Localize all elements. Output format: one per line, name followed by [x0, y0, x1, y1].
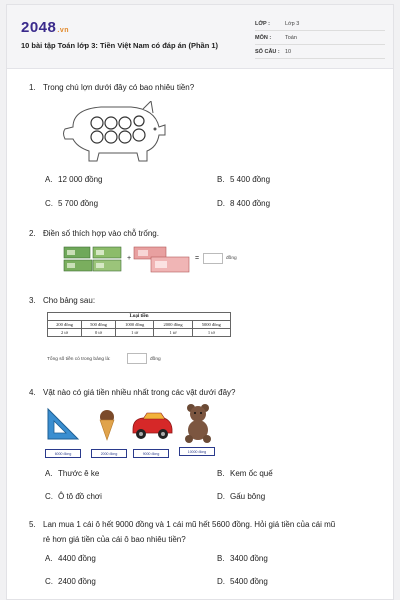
question-number: 3.: [29, 296, 36, 305]
option-text: 5 400 đồng: [230, 175, 271, 184]
option-letter: B.: [217, 469, 225, 478]
option-a[interactable]: [45, 175, 103, 184]
toy-car-image: [129, 409, 175, 441]
option-letter: C.: [45, 492, 53, 501]
question-text-line2: rẻ hơn giá tiền của cái ô bao nhiêu tiền?: [43, 535, 186, 544]
option-letter: B.: [217, 175, 225, 184]
option-d[interactable]: [217, 577, 268, 586]
teddy-bear-image: [183, 403, 213, 443]
option-text: 5400 đồng: [230, 577, 268, 586]
option-letter: A.: [45, 469, 53, 478]
option-b[interactable]: [217, 554, 268, 563]
meta-table: [255, 17, 385, 59]
meta-value: Lớp 3: [285, 20, 300, 27]
meta-value: 10: [285, 48, 292, 55]
table-row: [48, 321, 231, 329]
price-tag: 2000 đồng: [91, 449, 127, 458]
question-text: Trong chú lợn dưới đây có bao nhiêu tiền?: [43, 83, 195, 92]
meta-label: LỚP :: [255, 20, 270, 27]
option-text: 2400 đồng: [58, 577, 96, 586]
table-cell: 2000 đồng: [154, 321, 192, 329]
option-text: 8 400 đồng: [230, 199, 271, 208]
option-c[interactable]: [45, 492, 102, 501]
option-a[interactable]: [45, 554, 96, 563]
table-row: [48, 329, 231, 337]
question-text: Cho bảng sau:: [43, 296, 96, 305]
option-letter: A.: [45, 175, 53, 184]
option-d[interactable]: [217, 199, 270, 208]
question-number: 1.: [29, 83, 36, 92]
page-title: 10 bài tập Toán lớp 3: Tiền Việt Nam có đáp án (Phần 1): [21, 41, 219, 50]
option-text: 12 000 đồng: [58, 175, 103, 184]
equals-sign: =: [195, 255, 200, 262]
option-c[interactable]: [45, 199, 98, 208]
fill-label: Tổng số tiền có trong bảng là:: [47, 357, 111, 362]
plus-sign: +: [127, 255, 132, 262]
option-c[interactable]: [45, 577, 96, 586]
table-cell: 1000 đồng: [116, 321, 154, 329]
price-tag: 9000 đồng: [133, 449, 169, 458]
meta-label: MÔN :: [255, 34, 272, 41]
option-letter: C.: [45, 199, 53, 208]
option-letter: D.: [217, 577, 225, 586]
option-b[interactable]: [217, 175, 270, 184]
table-cell: 1 tờ: [116, 329, 154, 337]
table-cell: 1 tờ: [192, 329, 230, 337]
question-3: [29, 296, 95, 305]
question-number: 2.: [29, 229, 36, 238]
table-cell: 0 tờ: [82, 329, 116, 337]
banknote-group-red: [133, 245, 191, 275]
meta-value: Toán: [285, 34, 297, 41]
option-letter: B.: [217, 554, 225, 563]
unit-label: đồng: [226, 256, 237, 261]
question-5-line2: [43, 535, 186, 544]
site-logo[interactable]: [21, 19, 69, 36]
set-square-image: [45, 407, 81, 441]
piggy-bank-image: [59, 101, 169, 163]
option-text: 5 700 đồng: [58, 199, 99, 208]
question-number: 4.: [29, 388, 36, 397]
option-text: Ô tô đồ chơi: [58, 492, 102, 501]
question-number: 5.: [29, 520, 36, 529]
table-cell: 200 đồng: [48, 321, 82, 329]
question-text-line1: Lan mua 1 cái ô hết 9000 đồng và 1 cái mũ hết 5600 đồng. Hỏi giá tiền của cái mũ: [43, 520, 336, 529]
option-b[interactable]: [217, 469, 273, 478]
option-letter: C.: [45, 577, 53, 586]
denomination-table: [47, 312, 231, 337]
question-text: Vật nào có giá tiền nhiều nhất trong các vật dưới đây?: [43, 388, 236, 397]
table-cell: 5000 đồng: [192, 321, 230, 329]
option-letter: A.: [45, 554, 53, 563]
table-caption: Loại tiền: [48, 313, 231, 321]
logo-suffix: .vn: [57, 27, 69, 34]
logo-main: 2048: [21, 19, 57, 36]
price-tag: 10000 đồng: [179, 447, 215, 456]
worksheet-page: [6, 4, 394, 600]
meta-label: SỐ CÂU :: [255, 48, 280, 55]
option-text: 4400 đồng: [58, 554, 96, 563]
option-d[interactable]: [217, 492, 265, 501]
option-text: Thước ê ke: [58, 469, 100, 478]
table-cell: 500 đồng: [82, 321, 116, 329]
meta-row-subject: [255, 31, 385, 45]
total-input-box[interactable]: [127, 353, 147, 364]
option-text: 3400 đồng: [230, 554, 268, 563]
meta-row-grade: [255, 17, 385, 31]
question-5: [29, 520, 335, 529]
option-letter: D.: [217, 492, 225, 501]
banknote-group-green: [63, 245, 125, 273]
option-text: Gấu bông: [230, 492, 266, 501]
option-text: Kem ốc quế: [230, 469, 273, 478]
answer-input-box[interactable]: [203, 253, 223, 264]
meta-row-count: [255, 45, 385, 59]
question-2: [29, 229, 159, 238]
table-cell: 1 tờ: [154, 329, 192, 337]
question-1: [29, 83, 194, 92]
question-text: Điền số thích hợp vào chỗ trống.: [43, 229, 159, 238]
ice-cream-cone-image: [97, 409, 117, 441]
price-tag: 6000 đồng: [45, 449, 81, 458]
option-a[interactable]: [45, 469, 99, 478]
fill-unit: đồng: [150, 357, 161, 362]
table-cell: 2 tờ: [48, 329, 82, 337]
option-letter: D.: [217, 199, 225, 208]
worksheet-header: [7, 5, 393, 69]
question-4: [29, 388, 236, 397]
